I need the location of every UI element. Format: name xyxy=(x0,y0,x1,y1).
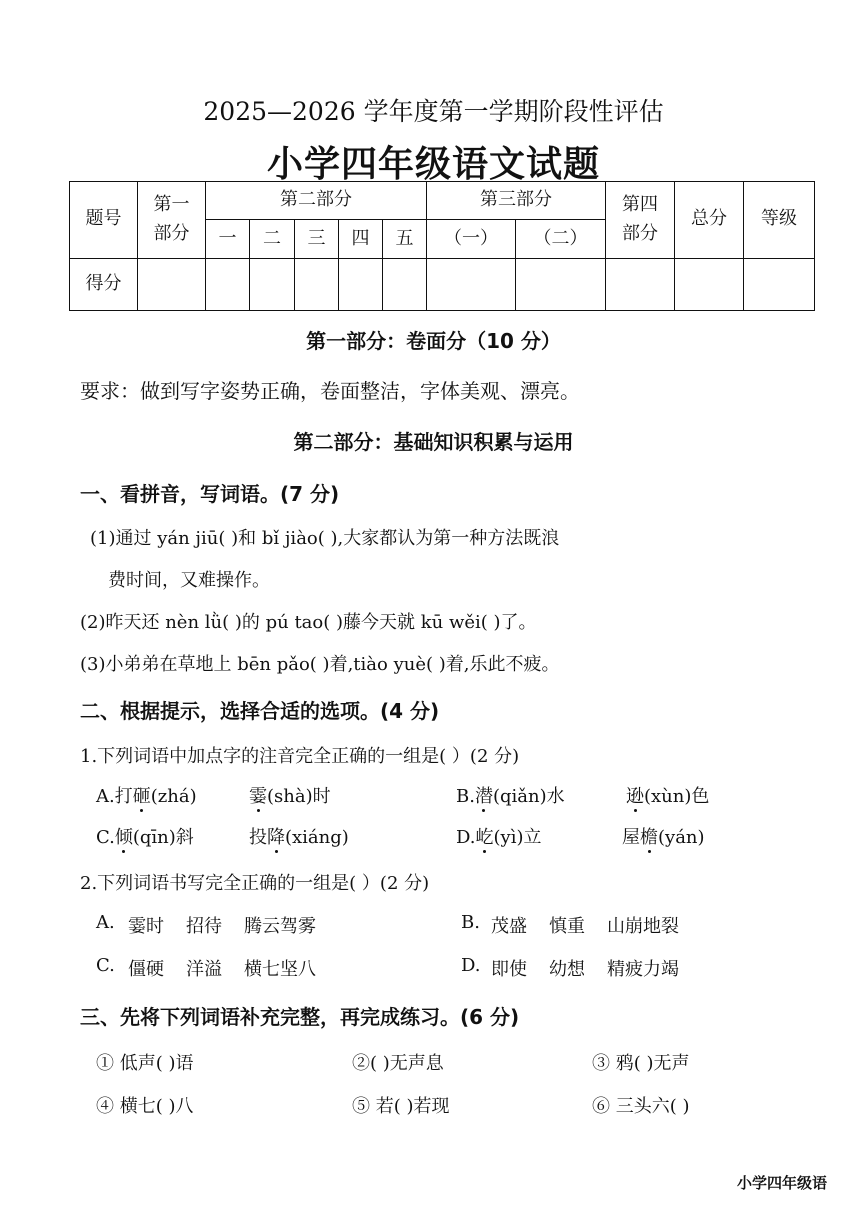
q3-item: ⑥ 三头六( ) xyxy=(592,1096,690,1117)
score-cell[interactable] xyxy=(606,258,675,310)
q2-s2-option-d-label: D. xyxy=(461,955,481,976)
q2-s1-option-d: 屋檐(yán) xyxy=(622,823,705,849)
score-cell[interactable] xyxy=(339,258,383,310)
header-part2: 第二部分 xyxy=(206,182,427,220)
header-part3: 第三部分 xyxy=(427,182,606,220)
header-tihao: 题号 xyxy=(70,182,138,259)
q2-s1-option-c: 投降(xiáng) xyxy=(249,823,349,849)
score-cell[interactable] xyxy=(427,258,516,310)
q1-line: (2)昨天还 nèn lǜ( )的 pú tao( )藤今天就 kū wěi( )了。 xyxy=(80,612,537,633)
score-cell[interactable] xyxy=(516,258,606,310)
q2-s1-option-a: A.打砸(zhá) xyxy=(96,782,197,808)
part1-heading: 第一部分：卷面分（10 分） xyxy=(306,329,561,353)
q2-s2-option-b-word: 慎重 xyxy=(549,916,585,937)
q1-line: (1)通过 yán jiū( )和 bǐ jiào( ),大家都认为第一种方法既浪 xyxy=(90,528,560,549)
q2-s2-stem: 2.下列词语书写完全正确的一组是( ）(2 分) xyxy=(80,873,430,894)
q2-s1-option-c: C.倾(qīn)斜 xyxy=(96,823,194,849)
score-cell[interactable] xyxy=(206,258,250,310)
header-part2-col: 一 xyxy=(206,220,250,258)
q3-item: ③ 鸦( )无声 xyxy=(592,1053,690,1074)
q2-s2-option-a-label: A. xyxy=(96,912,115,933)
score-cell[interactable] xyxy=(675,258,744,310)
q2-s2-option-b-word: 山崩地裂 xyxy=(607,916,679,937)
q2-s1-stem: 1.下列词语中加点字的注音完全正确的一组是( ）(2 分) xyxy=(80,746,520,767)
header-part2-col: 二 xyxy=(250,220,295,258)
q2-s2-option-c-label: C. xyxy=(96,955,115,976)
q2-s2-option-d-word: 幼想 xyxy=(549,959,585,980)
score-cell[interactable] xyxy=(383,258,427,310)
q2-s2-option-b-label: B. xyxy=(461,912,480,933)
header-part1: 第一 部分 xyxy=(138,182,206,259)
score-cell[interactable] xyxy=(744,258,815,310)
header-total: 总分 xyxy=(675,182,744,259)
q2-s2-option-a-word: 招待 xyxy=(186,916,222,937)
q2-s2-option-a-word: 霎时 xyxy=(128,916,164,937)
score-cell[interactable] xyxy=(295,258,339,310)
q1-line: (3)小弟弟在草地上 bēn pǎo( )着,tiào yuè( )着,乐此不疲。 xyxy=(80,654,560,675)
q2-s1-option-a: 霎(shà)时 xyxy=(249,782,331,808)
q2-s2-option-c-word: 横七坚八 xyxy=(244,959,316,980)
score-label: 得分 xyxy=(70,258,138,310)
header-part2-col: 三 xyxy=(295,220,339,258)
exam-title: 小学四年级语文试题 xyxy=(266,144,600,185)
q2-s2-option-c-word: 僵硬 xyxy=(128,959,164,980)
q3-item: ① 低声( )语 xyxy=(96,1053,194,1074)
q1-heading: 一、看拼音，写词语。(7 分) xyxy=(80,482,340,506)
q2-s2-option-b-word: 茂盛 xyxy=(491,916,527,937)
q2-s2-option-a-word: 腾云驾雾 xyxy=(244,916,316,937)
score-table xyxy=(69,181,815,311)
score-cell[interactable] xyxy=(250,258,295,310)
q2-heading: 二、根据提示，选择合适的选项。(4 分) xyxy=(80,699,440,723)
score-cell[interactable] xyxy=(138,258,206,310)
q2-s1-option-b: 逊(xùn)色 xyxy=(626,782,709,808)
page-footer: 小学四年级语 xyxy=(737,1174,828,1192)
q2-s1-option-d: D.屹(yì)立 xyxy=(456,823,542,849)
q3-item: ④ 横七( )八 xyxy=(96,1096,194,1117)
header-part3-col: （一） xyxy=(427,220,516,258)
part2-heading: 第二部分：基础知识积累与运用 xyxy=(293,430,574,454)
q2-s1-option-b: B.潜(qiǎn)水 xyxy=(456,782,565,808)
q1-line: 费时间，又难操作。 xyxy=(108,570,270,591)
part1-requirement: 要求：做到写字姿势正确，卷面整洁，字体美观、漂亮。 xyxy=(80,379,580,403)
q2-s2-option-c-word: 洋溢 xyxy=(186,959,222,980)
q3-item: ⑤ 若( )若现 xyxy=(352,1096,450,1117)
exam-subtitle: 2025—2026 学年度第一学期阶段性评估 xyxy=(203,97,664,126)
q3-item: ②( )无声息 xyxy=(352,1053,444,1074)
q2-s2-option-d-word: 即使 xyxy=(491,959,527,980)
q3-heading: 三、先将下列词语补充完整，再完成练习。(6 分) xyxy=(80,1005,520,1029)
header-part3-col: （二） xyxy=(516,220,606,258)
header-part2-col: 五 xyxy=(383,220,427,258)
header-part4: 第四 部分 xyxy=(606,182,675,259)
header-part2-col: 四 xyxy=(339,220,383,258)
header-grade: 等级 xyxy=(744,182,815,259)
q2-s2-option-d-word: 精疲力竭 xyxy=(607,959,679,980)
